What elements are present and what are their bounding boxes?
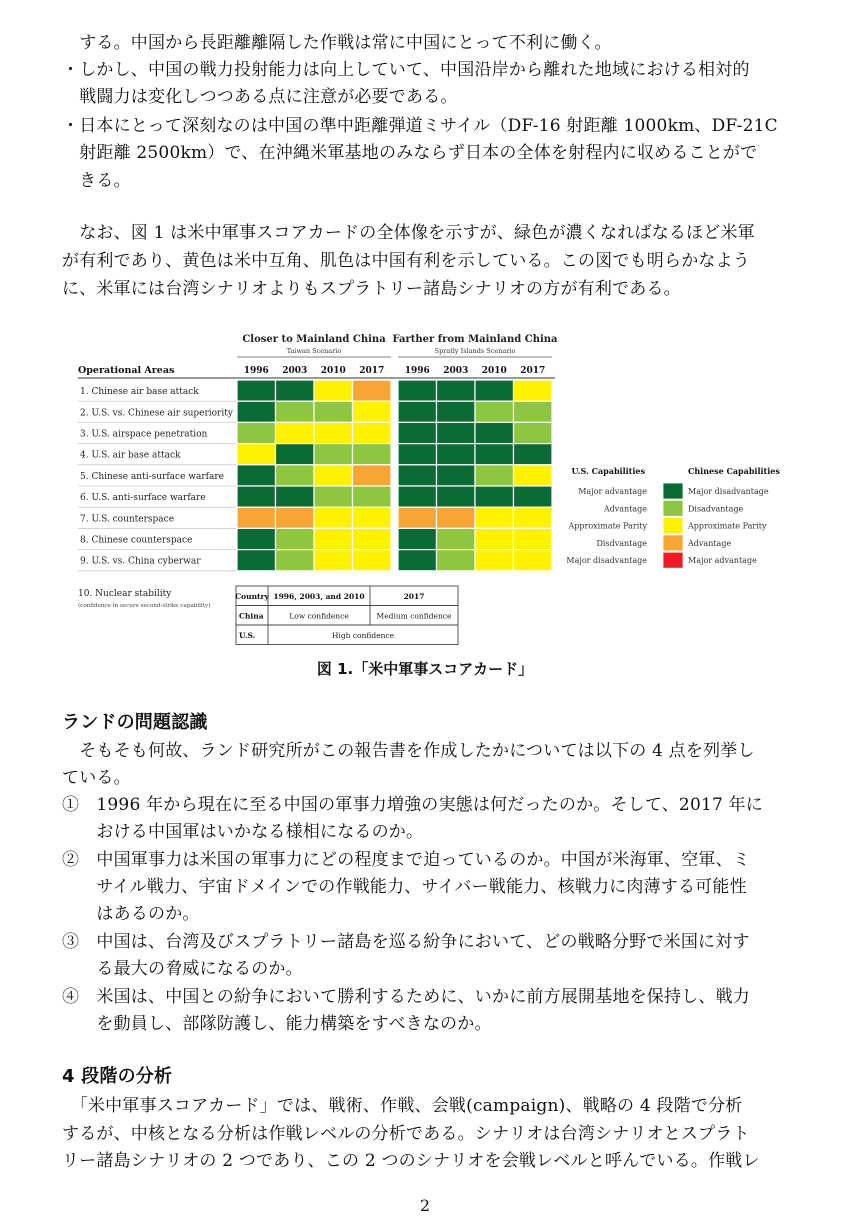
- score-cell: [276, 528, 315, 549]
- year-label: 2017: [359, 366, 385, 376]
- score-cell: [437, 422, 476, 443]
- legend-cn-label: Disadvantage: [688, 504, 744, 514]
- score-cell: [314, 444, 353, 465]
- page-number: 2: [419, 1196, 431, 1215]
- list-item: る最大の脅威になるのか。: [62, 959, 303, 979]
- score-cell: [475, 507, 514, 528]
- legend-us-label: Major disadvantage: [566, 556, 647, 566]
- score-cell: [237, 465, 276, 486]
- legend-swatch: [663, 518, 683, 534]
- list-item: おける中国軍はいかなる様相になるのか。: [62, 822, 424, 842]
- score-cell: [514, 550, 553, 571]
- score-cell: [237, 528, 276, 549]
- score-cell: [398, 401, 437, 422]
- score-cell: [237, 486, 276, 507]
- score-cell: [314, 486, 353, 507]
- year-label: 2017: [520, 366, 546, 376]
- row-label: 6. U.S. anti-surface warfare: [80, 493, 206, 504]
- row-label: 2. U.S. vs. Chinese air superiority: [80, 408, 233, 419]
- legend-us-label: Disdvantage: [596, 538, 647, 548]
- legend-cn-title: Chinese Capabilities: [688, 466, 780, 476]
- legend-swatch: [663, 483, 683, 499]
- text-line: きる。: [62, 171, 131, 191]
- score-cell: [398, 486, 437, 507]
- score-cell: [276, 486, 315, 507]
- score-cell: [314, 507, 353, 528]
- nuclear-country: U.S.: [239, 631, 256, 640]
- legend-cn-label: Major advantage: [688, 556, 757, 566]
- list-item: はあるのか。: [62, 904, 200, 924]
- score-cell: [514, 444, 553, 465]
- score-cell: [437, 380, 476, 401]
- score-cell: [514, 486, 553, 507]
- legend-cn-label: Advantage: [688, 538, 732, 548]
- score-cell: [475, 465, 514, 486]
- nuclear-label: 10. Nuclear stability: [78, 589, 172, 599]
- text-line: そもそも何故、ランド研究所がこの報告書を作成したかについては以下の 4 点を列挙し: [62, 741, 755, 761]
- group-title: Farther from Mainland China: [392, 334, 558, 345]
- list-item: ③ 中国は、台湾及びスプラトリー諸島を巡る紛争において、どの戦略分野で米国に対す: [62, 932, 750, 952]
- text-line: に、米軍には台湾シナリオよりもスプラトリー諸島シナリオの方が有利である。: [62, 279, 681, 299]
- score-cell: [353, 528, 392, 549]
- row-label: 1. Chinese air base attack: [80, 387, 199, 398]
- text-line: ・しかし、中国の戦力投射能力は向上していて、中国沿岸から離れた地域における相対的: [62, 60, 750, 80]
- text-line: ・日本にとって深刻なのは中国の準中距離弾道ミサイル（DF-16 射距離 1000km、DF-21C: [62, 116, 778, 136]
- score-cell: [437, 465, 476, 486]
- score-cell: [353, 380, 392, 401]
- text-line: 戦闘力は変化しつつある点に注意が必要である。: [62, 87, 458, 107]
- text-line: が有利であり、黄色は米中互角、肌色は中国有利を示している。この図でも明らかなよう: [62, 251, 750, 271]
- legend-us-label: Approximate Parity: [568, 521, 647, 531]
- year-label: 2003: [282, 366, 308, 376]
- score-cell: [237, 507, 276, 528]
- year-label: 2010: [481, 366, 507, 376]
- group-title: Closer to Mainland China: [242, 334, 386, 345]
- score-cell: [314, 380, 353, 401]
- text-line: リー諸島シナリオの 2 つであり、この 2 つのシナリオを会戦レベルと呼んでいる。作戦レ: [62, 1151, 760, 1171]
- score-cell: [475, 401, 514, 422]
- nuclear-country: China: [239, 611, 264, 621]
- year-label: 2010: [320, 366, 346, 376]
- score-cell: [353, 507, 392, 528]
- legend-cn-label: Major disadvantage: [688, 487, 769, 496]
- score-cell: [514, 507, 553, 528]
- figure-caption: 図 1.「米中軍事スコアカード」: [316, 660, 534, 678]
- text-line: 射距離 2500km）で、在沖縄米軍基地のみならず日本の全体を射程内に収めることがで: [62, 143, 758, 163]
- score-cell: [314, 528, 353, 549]
- score-cell: [353, 465, 392, 486]
- score-cell: [514, 465, 553, 486]
- nuclear-value: High confidence: [331, 631, 395, 640]
- row-label: 4. U.S. air base attack: [80, 450, 181, 461]
- score-cell: [276, 401, 315, 422]
- score-cell: [398, 550, 437, 571]
- score-cell: [475, 550, 514, 571]
- legend-us-title: U.S. Capabilities: [571, 466, 645, 476]
- nuclear-value: Medium confidence: [376, 611, 452, 621]
- score-cell: [398, 380, 437, 401]
- score-cell: [514, 380, 553, 401]
- list-item: サイル戦力、宇宙ドメインでの作戦能力、サイバー戦能力、核戦力に肉薄する可能性: [62, 877, 747, 897]
- score-cell: [514, 401, 553, 422]
- row-label: 3. U.S. airspace penetration: [80, 429, 208, 440]
- score-cell: [398, 465, 437, 486]
- row-label: 7. U.S. counterspace: [80, 514, 175, 525]
- score-cell: [475, 380, 514, 401]
- score-cell: [398, 507, 437, 528]
- score-cell: [276, 444, 315, 465]
- score-cell: [437, 486, 476, 507]
- row-header: Operational Areas: [78, 365, 175, 376]
- score-cell: [398, 422, 437, 443]
- score-cell: [314, 401, 353, 422]
- score-cell: [314, 465, 353, 486]
- score-cell: [437, 507, 476, 528]
- score-cell: [353, 401, 392, 422]
- nuclear-sublabel: (confidence in secure second-strike capability): [78, 603, 211, 609]
- score-cell: [237, 401, 276, 422]
- score-cell: [276, 465, 315, 486]
- nuclear-header: 2017: [403, 592, 425, 601]
- year-label: 1996: [404, 366, 430, 376]
- row-label: 8. Chinese counterspace: [80, 535, 193, 546]
- score-cell: [353, 486, 392, 507]
- score-cell: [237, 422, 276, 443]
- legend-swatch: [663, 500, 683, 516]
- text-line: 「米中軍事スコアカード」では、戦術、作戦、会戦(campaign)、戦略の 4 段階で分析: [62, 1096, 743, 1116]
- row-label: 5. Chinese anti-surface warfare: [80, 471, 224, 482]
- score-cell: [314, 422, 353, 443]
- score-cell: [237, 380, 276, 401]
- score-cell: [276, 507, 315, 528]
- score-cell: [475, 422, 514, 443]
- group-subtitle: Taiwan Scenario: [286, 347, 342, 355]
- score-cell: [276, 380, 315, 401]
- legend-swatch: [663, 552, 683, 568]
- nuclear-value: Low confidence: [289, 611, 349, 621]
- list-item: ② 中国軍事力は米国の軍事力にどの程度まで迫っているのか。中国が米海軍、空軍、ミ: [62, 850, 750, 870]
- score-cell: [437, 401, 476, 422]
- score-cell: [437, 528, 476, 549]
- text-line: するが、中核となる分析は作戦レベルの分析である。シナリオは台湾シナリオとスプラト: [62, 1124, 750, 1144]
- score-cell: [276, 550, 315, 571]
- nuclear-header: 1996, 2003, and 2010: [273, 592, 365, 601]
- score-cell: [276, 422, 315, 443]
- legend-swatch: [663, 535, 683, 551]
- score-cell: [398, 528, 437, 549]
- list-item: ④ 米国は、中国との紛争において勝利するために、いかに前方展開基地を保持し、戦力: [62, 987, 750, 1007]
- score-cell: [437, 550, 476, 571]
- score-cell: [475, 486, 514, 507]
- year-label: 1996: [243, 366, 269, 376]
- score-cell: [475, 528, 514, 549]
- section-heading: 4 段階の分析: [62, 1066, 173, 1087]
- nuclear-header: Country: [235, 592, 269, 601]
- text-line: なお、図 1 は米中軍事スコアカードの全体像を示すが、緑色が濃くなればなるほど米軍: [62, 223, 755, 243]
- score-cell: [237, 550, 276, 571]
- list-item: ① 1996 年から現在に至る中国の軍事力増強の実態は何だったのか。そして、2017 年に: [62, 795, 763, 815]
- text-line: する。中国から長距離離隔した作戦は常に中国にとって不利に働く。: [62, 33, 612, 53]
- text-line: ている。: [62, 768, 131, 788]
- row-label: 9. U.S. vs. China cyberwar: [80, 556, 201, 567]
- score-cell: [514, 528, 553, 549]
- score-cell: [353, 422, 392, 443]
- score-cell: [237, 444, 276, 465]
- score-cell: [437, 444, 476, 465]
- score-cell: [514, 422, 553, 443]
- year-label: 2003: [443, 366, 469, 376]
- score-cell: [353, 444, 392, 465]
- legend-us-label: Major advantage: [578, 487, 647, 496]
- legend-cn-label: Approximate Parity: [688, 521, 767, 531]
- score-cell: [314, 550, 353, 571]
- group-subtitle: Spratly Islands Scenario: [434, 347, 516, 355]
- score-cell: [475, 444, 514, 465]
- score-cell: [398, 444, 437, 465]
- legend-us-label: Advantage: [603, 504, 647, 514]
- section-heading: ランドの問題認識: [62, 712, 208, 733]
- list-item: を動員し、部隊防護し、能力構築をすべきなのか。: [62, 1014, 492, 1034]
- score-cell: [353, 550, 392, 571]
